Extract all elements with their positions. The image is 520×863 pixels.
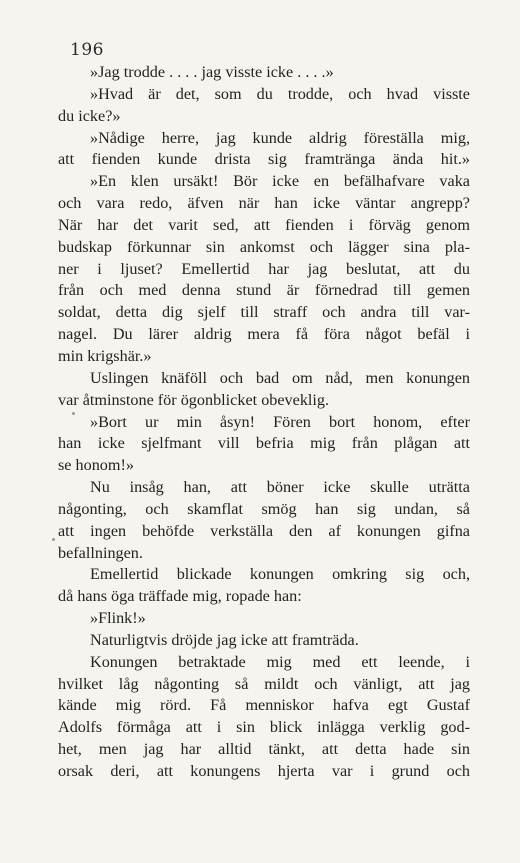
text-line: då hans öga träffade mig, ropade han: bbox=[58, 587, 302, 606]
text-line: »Bort ur min åsyn! Fören bort honom, efter bbox=[90, 412, 470, 431]
text-line: Naturligtvis dröjde jag icke att framträda. bbox=[90, 630, 359, 649]
text-line: nagel. Du lärer aldrig mera få föra något befäl i bbox=[58, 325, 470, 344]
body-text bbox=[58, 62, 470, 783]
text-line: befallningen. bbox=[58, 543, 143, 562]
text-line: »En klen ursäkt! Bör icke en befälhafvare vaka bbox=[90, 172, 470, 191]
text-line: han icke sjelfmant vill befria mig från plågan att bbox=[58, 434, 470, 453]
text-line: soldat, detta dig sjelf till straff och andra till var- bbox=[58, 303, 470, 322]
text-line: ner i ljuset? Emellertid har jag beslutat, att du bbox=[58, 259, 470, 278]
text-line: att fienden kunde drista sig framtränga ända hit.» bbox=[58, 150, 470, 169]
text-line: min krigshär.» bbox=[58, 346, 152, 365]
text-line: »Hvad är det, som du trodde, och hvad visste bbox=[90, 84, 470, 103]
text-line: När har det varit sed, att fienden i förväg genom bbox=[58, 215, 470, 234]
text-line: »Nådige herre, jag kunde aldrig föreställa mig, bbox=[90, 128, 470, 147]
text-line: Nu insåg han, att böner icke skulle uträtta bbox=[90, 478, 470, 497]
text-line: från och med denna stund är förnedrad till gemen bbox=[58, 281, 470, 300]
text-line: kände mig rörd. Få menniskor hafva egt Gustaf bbox=[58, 696, 470, 715]
text-line: Emellertid blickade konungen omkring sig och, bbox=[90, 565, 470, 584]
print-speck bbox=[52, 538, 55, 541]
text-line: orsak deri, att konungens hjerta var i grund och bbox=[58, 762, 470, 780]
text-line: och vara redo, äfven när han icke väntar angrepp? bbox=[58, 194, 470, 213]
text-line: se honom!» bbox=[58, 456, 134, 475]
text-line: het, men jag har alltid tänkt, att detta hade sin bbox=[58, 740, 470, 759]
text-line: »Jag trodde . . . . jag visste icke . . . .» bbox=[90, 63, 334, 81]
text-line: att ingen behöfde verkställa den af konungen gifna bbox=[58, 521, 470, 540]
text-line: Konungen betraktade mig med ett leende, i bbox=[90, 652, 470, 671]
page-number: 196 bbox=[70, 40, 104, 60]
text-line: du icke?» bbox=[58, 106, 121, 125]
text-line: »Flink!» bbox=[90, 609, 146, 628]
text-line: var åtminstone för ögonblicket obeveklig. bbox=[58, 390, 330, 409]
text-line: Uslingen knäföll och bad om nåd, men konungen bbox=[90, 368, 470, 387]
text-line: någonting, och skamflat smög han sig undan, så bbox=[58, 499, 470, 518]
text-line: hvilket låg någonting så mildt och vänligt, att jag bbox=[58, 674, 470, 693]
text-line: Adolfs förmåga att i sin blick inlägga verklig god- bbox=[58, 718, 470, 737]
print-speck bbox=[72, 412, 75, 415]
text-line: budskap förkunnar sin ankomst och lägger sina pla- bbox=[58, 237, 470, 256]
